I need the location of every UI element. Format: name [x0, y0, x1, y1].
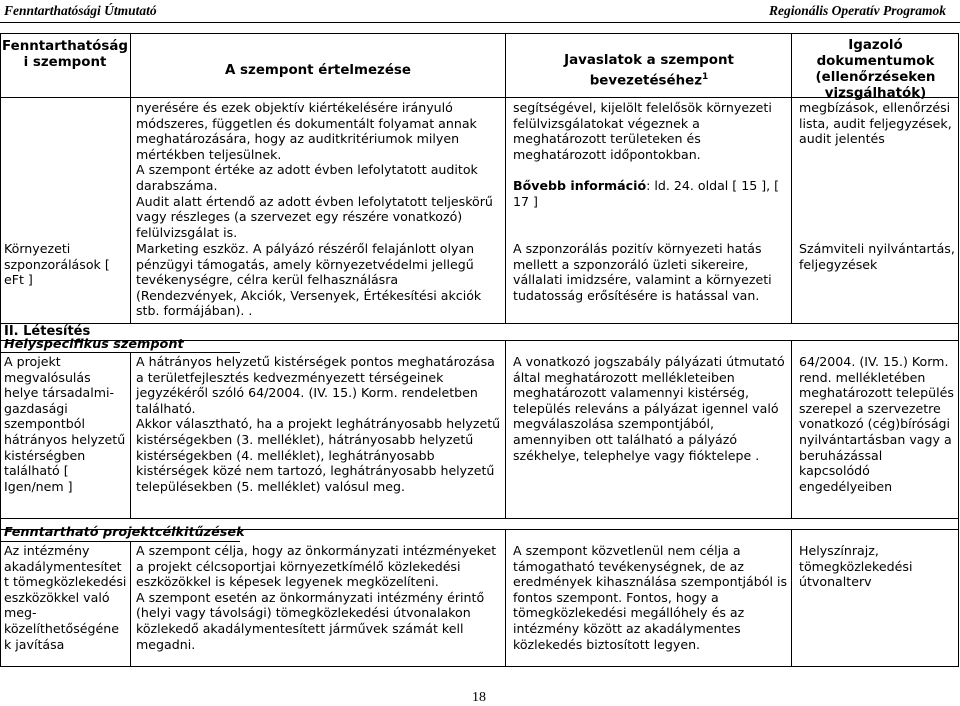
- sponsorship-criterion: Környezeti szponzorálások [ eFt ]: [4, 241, 110, 288]
- audit-suggestions-p1: segítségével, kijelölt felelősök környezeti felülvizsgálatokat végeznek a meghatározott területeken és meghatározott időpontokban.: [513, 100, 772, 162]
- disadvantaged-interpretation: [136, 354, 502, 494]
- sponsorship-documents: Számviteli nyilvántartás, feljegyzések: [799, 241, 955, 272]
- page-header: [0, 0, 960, 23]
- row-divider-2: [0, 323, 959, 324]
- col-divider-1a: [130, 33, 131, 323]
- more-info-label: Bővebb információ: [513, 178, 647, 194]
- col-divider-2c: [505, 529, 506, 667]
- column-header-documents: Igazoló dokumentumok (ellenőrzéseken vizsgálhatók): [815, 38, 936, 101]
- row-divider-4: [0, 352, 240, 353]
- more-info-ref: : ld. 24. oldal [ 15 ], [ 17 ]: [513, 178, 780, 209]
- accessibility-interpretation: [136, 543, 502, 652]
- section-title-site-specific: Helyspecifikus szempont: [4, 337, 184, 352]
- col-divider-1b: [130, 352, 131, 518]
- header-left-title: Fenntarthatósági Útmutató: [4, 3, 157, 18]
- accessibility-criterion: Az intézmény akadálymentesítet t tömegközlekedési eszközökkel való meg-közelíthetőségéne k javítása: [4, 543, 127, 652]
- disadvantaged-documents: 64/2004. (IV. 15.) Korm. rend. mellékletében meghatározott település szerepel a szervezetre vonatkozó (cég)bírósági nyilvántartásban vagy a beruházással kapcsolódó engedélyeiben: [799, 354, 954, 494]
- disadvantaged-interpretation-p2: Akkor választható, ha a projekt leghátrányosabb helyzetű kistérségekben (3. melléklet), hátrányosabb helyzetű kistérségekben (4. melléklet), leghátrányosabb kistérségek közé nem tartozó, leghátrányosabb helyzetű településekben (5. melléklet) valósul meg.: [136, 416, 501, 494]
- row-divider-5: [0, 518, 959, 519]
- accessibility-interpretation-p2: A szempont esetén az önkormányzati intézmény érintő (helyi vagy távolsági) tömegközlekedési útvonalakon közlekedő akadálymentesített járművek számát kell megadni.: [136, 589, 485, 652]
- table-border-bottom: [0, 666, 959, 667]
- col-divider-3a: [791, 33, 792, 323]
- audit-more-info: [513, 178, 789, 209]
- accessibility-suggestions: A szempont közvetlenül nem célja a támogatható tevékenységnek, de az eredmények kihasználása szempontjából is fontos szempont. Fontos, hogy a tömegközlekedési megállóhely és az intézmény között az akadálymentes közlekedés biztosított legyen.: [513, 543, 788, 652]
- table-border-left: [0, 33, 1, 667]
- column-header-criterion: Fenntarthatóság i szempont: [2, 39, 128, 70]
- column-header-interpretation: A szempont értelmezése: [225, 63, 411, 78]
- table-border-top: [0, 33, 959, 34]
- accessibility-documents: Helyszínrajz, tömegközlekedési útvonalterv: [799, 543, 913, 590]
- col-divider-3c: [791, 529, 792, 667]
- audit-interpretation-p2: A szempont értéke az adott évben lefolytatott auditok darabszáma.: [136, 162, 478, 193]
- accessibility-interpretation-p1: A szempont célja, hogy az önkormányzati intézményeket a projekt célcsoportjai környezetkímélő közlekedési eszközökkel is képesek legyenek megközelíteni.: [136, 543, 497, 590]
- audit-interpretation: [136, 100, 502, 240]
- audit-interpretation-p3: Audit alatt értendő az adott évben lefolytatott teljeskörű vagy részleges (a szervezet egy részére vonatkozó) felülvizsgálat is.: [136, 193, 493, 240]
- column-header-suggestions-text: Javaslatok a szempont bevezetéséhez: [564, 53, 734, 89]
- disadvantaged-suggestions: A vonatkozó jogszabály pályázati útmutató által meghatározott mellékleteiben meghatározott valamennyi kistérség, település releváns a pályázat igennel való megválaszolása szempontjából, amennyiben ott található a pályázó székhelye, telephelye vagy fióktelepe .: [513, 354, 785, 463]
- disadvantaged-interpretation-p1: A hátrányos helyzetű kistérségek pontos meghatározása a területfejlesztés kedvezményezett térségeinek jegyzékéről szóló 64/2004. (IV. 15.) Korm. rendeletben található.: [136, 354, 495, 416]
- column-header-suggestions: [508, 53, 790, 89]
- audit-interpretation-p1: nyerésére és ezek objektív kiértékelésére irányuló módszeres, független és dokumentált folyamat annak meghatározására, hogy az auditkritériumok milyen mértékben teljesülnek.: [136, 100, 477, 162]
- sponsorship-suggestions: A szponzorálás pozitív környezeti hatás mellett a szponzoráló üzleti sikereire, vállalati imidzsére, valamint a környezeti tudatosság erősítésére is hatással van.: [513, 241, 772, 303]
- audit-documents: megbízások, ellenőrzési lista, audit feljegyzések, audit jelentés: [799, 100, 952, 147]
- col-divider-3b: [791, 340, 792, 518]
- audit-suggestions: [513, 100, 789, 210]
- row-divider-7: [0, 541, 240, 542]
- table-border-right: [958, 33, 959, 667]
- disadvantaged-criterion: A projekt megvalósulás helye társadalmi-gazdasági szempontból hátrányos helyzetű kistérségben található [ Igen/nem ]: [4, 354, 126, 494]
- sponsorship-interpretation: Marketing eszköz. A pályázó részéről felajánlott olyan pénzügyi támogatás, amely környezetvédelmi jellegű tevékenységre, célra kerül felhasználásra (Rendezvények, Akciók, Versenyek, Értékesítési akciók stb. formájában). .: [136, 241, 482, 319]
- col-divider-2b: [505, 340, 506, 518]
- footnote-marker: 1: [702, 72, 709, 82]
- col-divider-1c: [130, 541, 131, 667]
- section-title-establishment: II. Létesítés: [4, 324, 91, 339]
- page-number: 18: [472, 690, 486, 705]
- col-divider-2a: [505, 33, 506, 323]
- header-right-title: Regionális Operatív Programok: [768, 3, 946, 18]
- section-title-objectives: Fenntartható projektcélkitűzések: [4, 525, 245, 540]
- criteria-table: [0, 33, 960, 663]
